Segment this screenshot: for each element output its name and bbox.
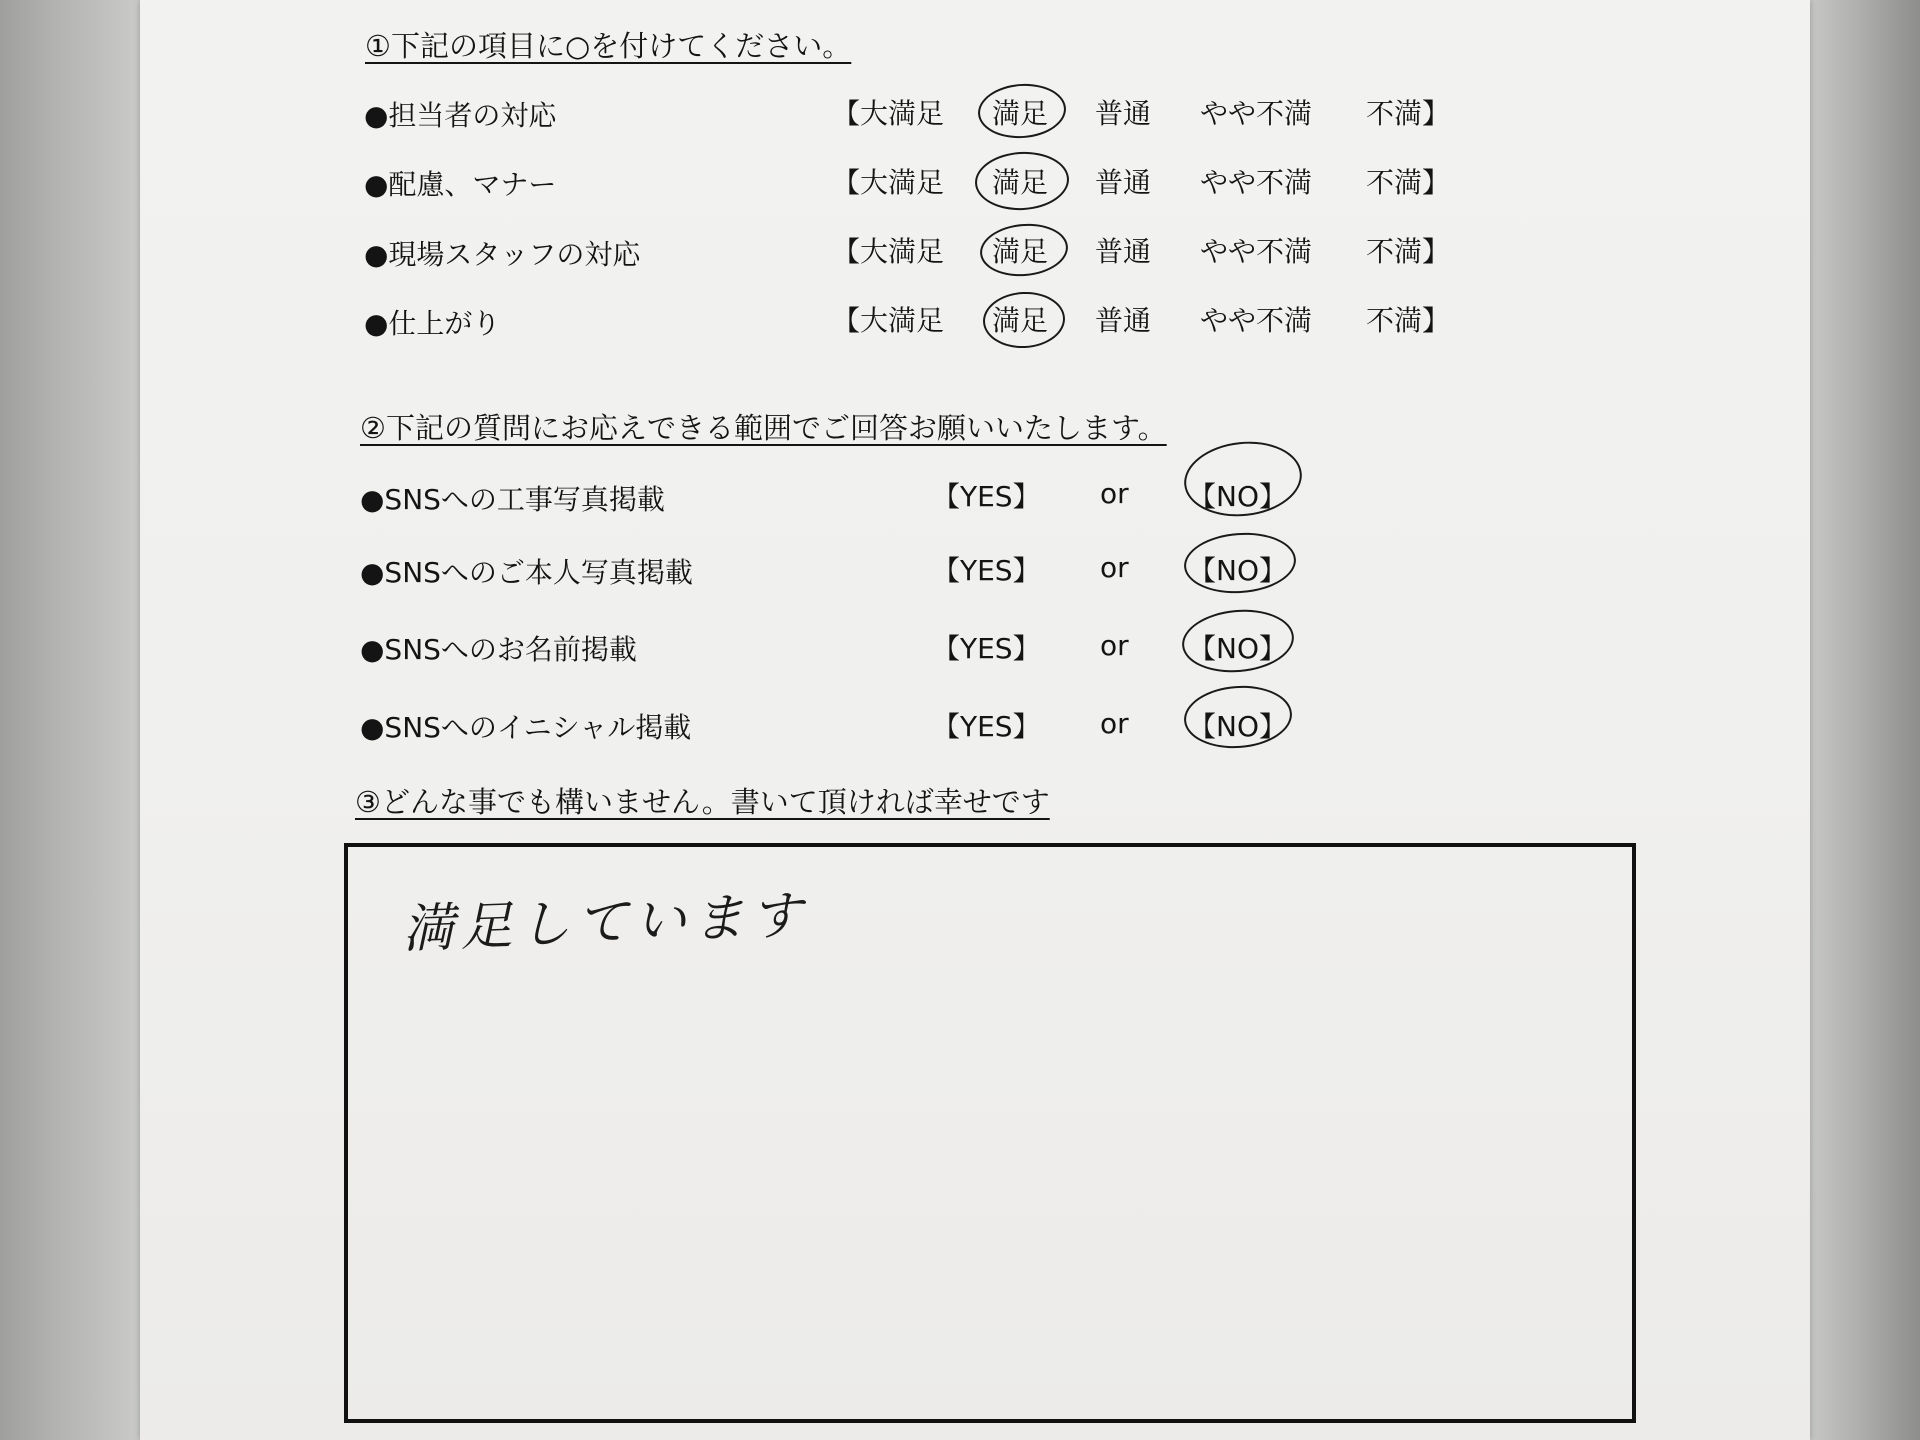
option-slightly-dissatisfied[interactable]: やや不満 (1200, 235, 1313, 268)
section1-heading: ①下記の項目に○を付けてください。 (365, 29, 852, 63)
option-slightly-dissatisfied[interactable]: やや不満 (1200, 97, 1313, 130)
option-dissatisfied[interactable]: 不満】 (1366, 304, 1451, 337)
sns-label-construction-photo: ●SNSへの工事写真掲載 (360, 483, 665, 516)
option-normal[interactable]: 普通 (1095, 97, 1152, 130)
option-very-satisfied[interactable]: 【大満足 (832, 97, 945, 130)
option-satisfied[interactable]: 満足 (992, 166, 1049, 199)
or-text: or (1100, 477, 1129, 510)
option-very-satisfied[interactable]: 【大満足 (832, 166, 945, 199)
sns-label-name: ●SNSへのお名前掲載 (360, 633, 637, 666)
option-dissatisfied[interactable]: 不満】 (1366, 166, 1451, 199)
option-satisfied[interactable]: 満足 (992, 304, 1049, 337)
or-text: or (1100, 629, 1129, 662)
yes-option[interactable]: 【YES】 (932, 480, 1041, 513)
option-slightly-dissatisfied[interactable]: やや不満 (1200, 304, 1313, 337)
yes-option[interactable]: 【YES】 (932, 554, 1041, 587)
no-option[interactable]: 【NO】 (1188, 554, 1287, 587)
no-option[interactable]: 【NO】 (1188, 632, 1287, 665)
option-slightly-dissatisfied[interactable]: やや不満 (1200, 166, 1313, 199)
or-text: or (1100, 707, 1129, 740)
option-dissatisfied[interactable]: 不満】 (1366, 97, 1451, 130)
option-very-satisfied[interactable]: 【大満足 (832, 235, 945, 268)
section3-heading: ③どんな事でも構いません。書いて頂ければ幸せです (355, 785, 1050, 819)
handwritten-comment: 満足しています (401, 885, 810, 961)
option-normal[interactable]: 普通 (1095, 235, 1152, 268)
rating-label-site-staff: ●現場スタッフの対応 (364, 238, 641, 271)
yes-option[interactable]: 【YES】 (932, 632, 1041, 665)
rating-label-finish: ●仕上がり (364, 307, 501, 340)
section2-heading: ②下記の質問にお応えできる範囲でご回答お願いいたします。 (360, 411, 1167, 445)
sns-label-initials: ●SNSへのイニシャル掲載 (360, 711, 692, 744)
option-normal[interactable]: 普通 (1095, 166, 1152, 199)
yes-option[interactable]: 【YES】 (932, 710, 1041, 743)
option-dissatisfied[interactable]: 不満】 (1366, 235, 1451, 268)
rating-label-manners: ●配慮、マナー (364, 168, 557, 201)
option-very-satisfied[interactable]: 【大満足 (832, 304, 945, 337)
option-satisfied[interactable]: 満足 (992, 97, 1049, 130)
no-option[interactable]: 【NO】 (1188, 480, 1287, 513)
or-text: or (1100, 551, 1129, 584)
rating-label-staff: ●担当者の対応 (364, 99, 557, 132)
option-normal[interactable]: 普通 (1095, 304, 1152, 337)
sns-label-personal-photo: ●SNSへのご本人写真掲載 (360, 556, 693, 589)
option-satisfied[interactable]: 満足 (992, 235, 1049, 268)
no-option[interactable]: 【NO】 (1188, 710, 1287, 743)
